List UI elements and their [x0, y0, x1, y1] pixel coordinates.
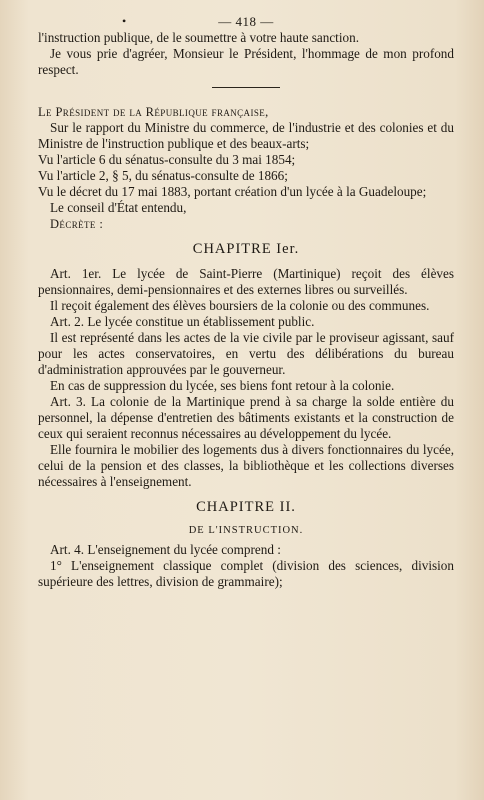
article-2-para-3: En cas de suppression du lycée, ses biens font retour à la colonie.	[50, 378, 395, 393]
decrete-label: Décrète :	[50, 217, 104, 231]
article-1-para-2: Il reçoit également des élèves boursiers de la colonie ou des communes.	[50, 298, 430, 313]
chapter-2-subtitle: DE L'INSTRUCTION.	[188, 525, 304, 536]
considerant-4: Vu le décret du 17 mai 1883, portant création d'un lycée à la Guadeloupe;	[38, 184, 427, 199]
article-2: Art. 2. Le lycée constitue un établissement public.	[50, 314, 315, 329]
text-line-1: l'instruction publique, de le soumettre à votre haute sanction.	[38, 30, 359, 45]
article-3: Art. 3. La colonie de la Martinique prend à sa charge la solde entière du personnel, la dépense d'entretien des bâtiments existants et la construction de ceux qui seraient reconnus nécessaires au développement du lycée.	[38, 394, 454, 441]
chapter-1-title: CHAPITRE Ier.	[192, 241, 300, 257]
ink-dot: •	[122, 14, 127, 28]
article-1: Art. 1er. Le lycée de Saint-Pierre (Martinique) reçoit des élèves pensionnaires, demi-pensionnaires et des externes libres ou surveillés.	[38, 266, 454, 297]
decree-title: Le Président de la République française,	[38, 105, 269, 119]
considerant-3: Vu l'article 2, § 5, du sénatus-consulte de 1866;	[38, 168, 288, 183]
considerant-5: Le conseil d'État entendu,	[50, 200, 187, 215]
article-4-item-1: 1° L'enseignement classique complet (division des sciences, division supérieure des lettres, division de grammaire);	[38, 558, 454, 589]
considerant-2: Vu l'article 6 du sénatus-consulte du 3 mai 1854;	[38, 152, 296, 167]
page-number: — 418 —	[218, 14, 274, 29]
chapter-2-title: CHAPITRE II.	[196, 499, 296, 515]
article-3-para-2: Elle fournira le mobilier des logements dus à divers fonctionnaires du lycée, celui de la pension et des classes, la bibliothèque et les collections diverses nécessaires à l'enseignement.	[38, 442, 454, 489]
section-divider	[212, 87, 280, 88]
article-4: Art. 4. L'enseignement du lycée comprend :	[50, 542, 281, 557]
article-2-para-2: Il est représenté dans les actes de la vie civile par le proviseur agissant, sauf pour les actes conservatoires, en vertu des délibérations du bureau d'administration approuvées par le gouverneur.	[38, 330, 454, 377]
text-line-2: Je vous prie d'agréer, Monsieur le Président, l'hommage de mon profond respect.	[38, 46, 454, 77]
considerant-1: Sur le rapport du Ministre du commerce, de l'industrie et des colonies et du Ministre de l'instruction publique et des beaux-arts;	[38, 120, 454, 151]
